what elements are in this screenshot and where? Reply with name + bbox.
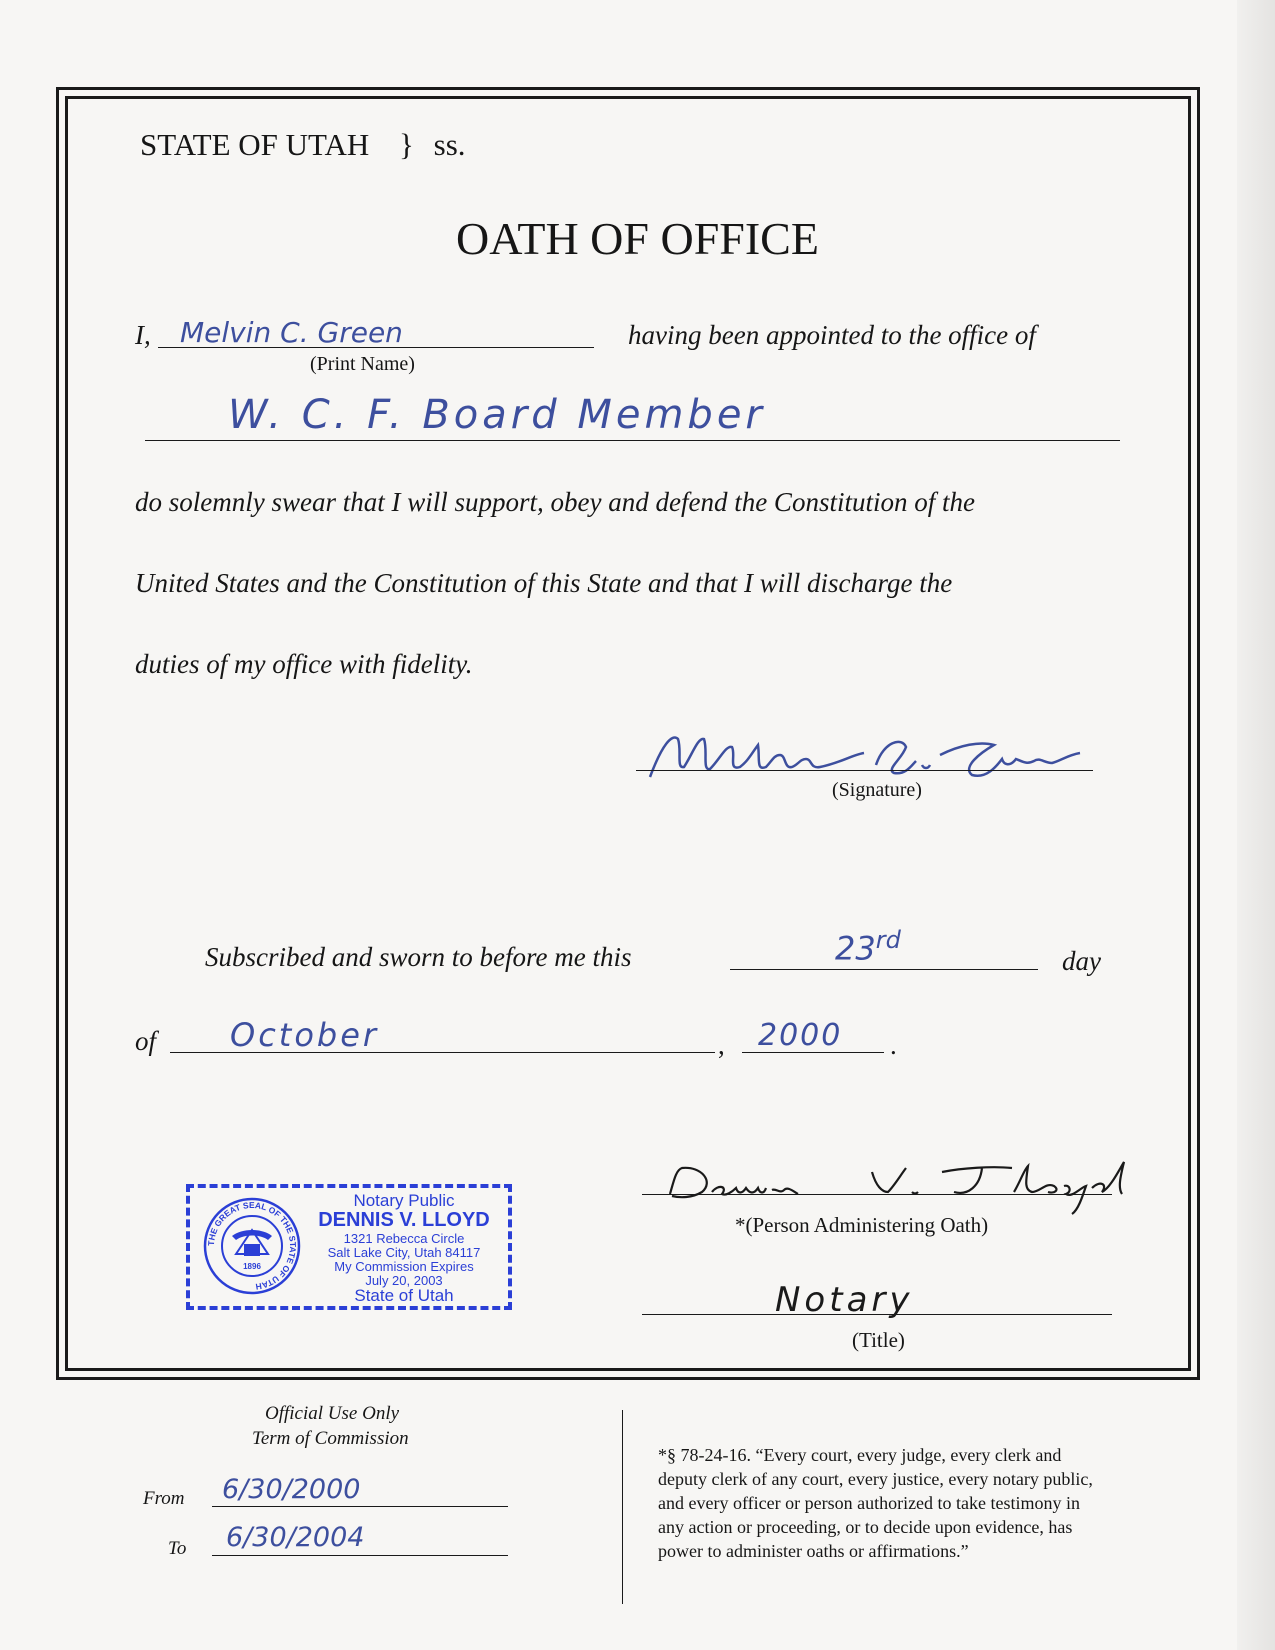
handwritten-day-suffix: rd <box>875 926 901 954</box>
utah-seal-icon <box>202 1196 302 1296</box>
oath-body-line-2: United States and the Constitution of this State and that I will discharge the <box>135 568 953 598</box>
stamp-line-7: State of Utah <box>354 1286 454 1305</box>
state-name: STATE OF UTAH <box>140 127 370 162</box>
document-title: OATH OF OFFICE <box>456 213 819 264</box>
brace: } <box>399 127 414 162</box>
official-use-heading: Official Use Only <box>265 1403 400 1424</box>
signature-label: (Signature) <box>832 779 922 801</box>
handwritten-day <box>835 926 901 968</box>
to-value: 6/30/2004 <box>226 1522 365 1553</box>
administering-signature-image <box>662 1158 1142 1218</box>
stamp-line-3: 1321 Rebecca Circle <box>343 1231 465 1246</box>
handwritten-day-number: 23 <box>835 929 876 968</box>
stamp-line-2: DENNIS V. LLOYD <box>318 1209 490 1231</box>
handwritten-name: Melvin C. Green <box>180 316 403 349</box>
statute-line-4: any action or proceeding, or to decide upon evidence, has <box>658 1517 1073 1537</box>
day-line <box>730 969 1038 970</box>
statute-line-3: and every officer or person authorized to take testimony in <box>658 1493 1081 1513</box>
office-line <box>145 440 1120 441</box>
to-line <box>212 1555 508 1556</box>
administering-label: *(Person Administering Oath) <box>735 1213 989 1237</box>
day-label: day <box>1062 946 1101 976</box>
date-period: . <box>890 1030 897 1060</box>
notary-stamp <box>186 1184 512 1310</box>
handwritten-office: W. C. F. Board Member <box>228 392 766 438</box>
to-label: To <box>168 1538 187 1559</box>
subscribed-text: Subscribed and sworn to before me this <box>205 942 632 972</box>
oath-body-line-1: do solemnly swear that I will support, obey and defend the Constitution of the <box>135 487 975 517</box>
oath-body-line-3: duties of my office with fidelity. <box>135 649 473 679</box>
stamp-line-4: Salt Lake City, Utah 84117 <box>327 1245 481 1260</box>
seal-year: 1896 <box>243 1262 261 1271</box>
i-prefix: I, <box>135 320 151 350</box>
stamp-line-6: July 20, 2003 <box>365 1273 443 1288</box>
stamp-line-1: Notary Public <box>353 1191 455 1210</box>
handwritten-month: October <box>230 1016 380 1054</box>
from-line <box>212 1506 508 1507</box>
title-label: (Title) <box>852 1328 905 1352</box>
seal-ring-text: THE GREAT SEAL OF THE STATE OF UTAH <box>205 1199 299 1292</box>
from-label: From <box>143 1488 185 1509</box>
administering-line <box>642 1194 1112 1195</box>
ss-label: ss. <box>433 127 466 162</box>
statute-line-5: power to administer oaths or affirmations.” <box>658 1541 969 1561</box>
of-label: of <box>135 1026 157 1056</box>
statute-line-1: *§ 78-24-16. “Every court, every judge, every clerk and <box>658 1445 1062 1465</box>
appointed-text: having been appointed to the office of <box>628 320 1036 350</box>
date-comma: , <box>718 1030 725 1060</box>
handwritten-title: Notary <box>775 1280 914 1320</box>
statute-footnote <box>658 1443 1178 1563</box>
state-heading <box>140 127 466 163</box>
footer-divider <box>622 1410 623 1604</box>
handwritten-year: 2000 <box>758 1018 843 1053</box>
print-name-label: (Print Name) <box>310 353 415 375</box>
signature-line <box>636 770 1093 771</box>
statute-line-2: deputy clerk of any court, every justice, every notary public, <box>658 1469 1093 1489</box>
stamp-line-5: My Commission Expires <box>334 1259 474 1274</box>
term-of-commission-heading: Term of Commission <box>252 1428 409 1449</box>
from-value: 6/30/2000 <box>222 1474 361 1505</box>
